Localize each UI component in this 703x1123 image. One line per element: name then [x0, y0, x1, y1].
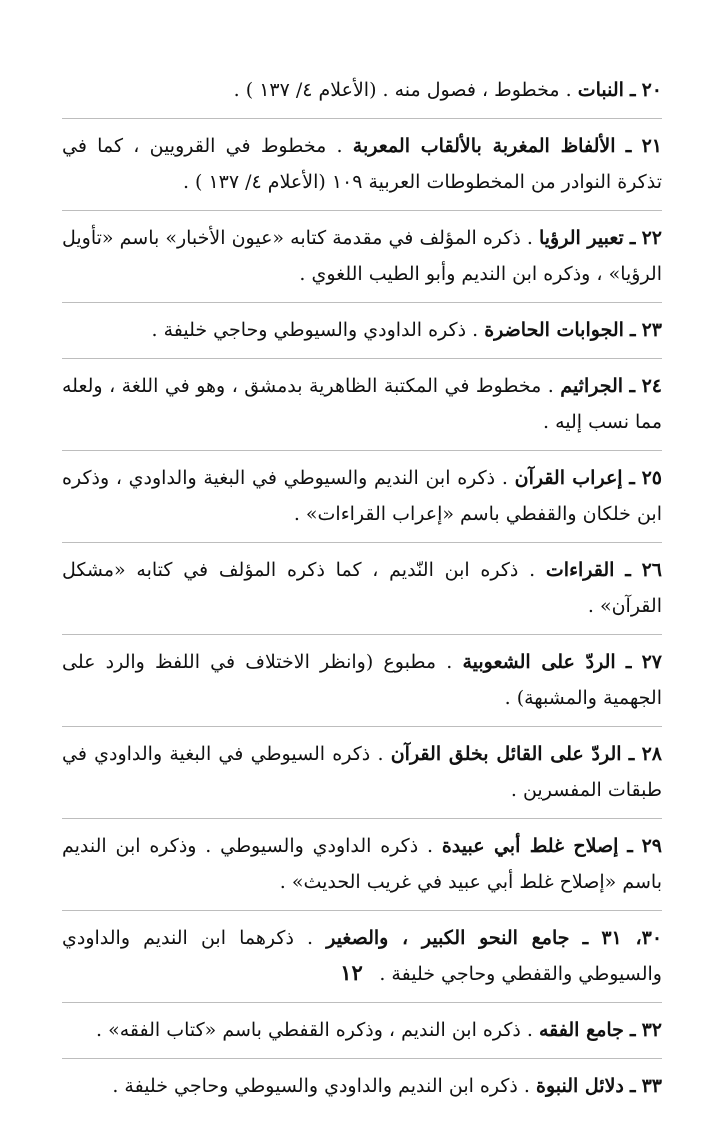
entry-description: . مخطوط في القرويين ، كما في تذكرة النوادر من المخطوطات العربية ١٠٩ (الأعلام ٤/ ١٣٧ ) . — [62, 135, 662, 193]
bibliography-entry — [62, 368, 662, 451]
bibliography-entry — [62, 460, 662, 543]
entry-number: ٢٩ — [641, 835, 663, 857]
entry-number: ٣٠، ٣١ — [601, 927, 663, 949]
entry-title: جامع الفقه — [538, 1019, 624, 1041]
entry-title: جامع النحو الكبير ، والصغير — [326, 927, 570, 949]
bibliography-entry — [62, 828, 662, 911]
entry-description: . ذكره ابن النّديم ، كما ذكره المؤلف في كتابه «مشكل القرآن» . — [62, 559, 662, 617]
entry-number: ٢٣ — [641, 319, 662, 341]
entry-number: ٣٣ — [641, 1075, 662, 1097]
bibliography-entry — [62, 1012, 662, 1059]
entry-separator: ـ — [582, 927, 589, 949]
bibliography-entry — [62, 552, 662, 635]
entry-title: النبات — [577, 79, 624, 101]
entry-separator: ـ — [629, 467, 635, 489]
entry-separator: ـ — [627, 835, 633, 857]
entry-number: ٣٢ — [641, 1019, 662, 1041]
bibliography-entry — [62, 128, 662, 211]
entry-separator: ـ — [629, 319, 636, 341]
bibliography-entry — [62, 220, 662, 303]
entry-description: . ذكره ابن النديم والداودي والسيوطي وحاجي خليفة . — [112, 1075, 530, 1097]
entry-description: . ذكره ابن النديم ، وذكره القفطي باسم «كتاب الفقه» . — [95, 1019, 533, 1041]
page-number: ١٢ — [340, 960, 363, 985]
entry-title: الألفاظ المغربة بالألقاب المعربة — [352, 135, 616, 157]
entry-separator: ـ — [629, 1075, 636, 1097]
entry-title: الجراثيم — [560, 375, 624, 397]
entry-separator: ـ — [625, 651, 632, 673]
entry-separator: ـ — [629, 227, 636, 249]
entry-number: ٢٥ — [641, 467, 662, 489]
bibliography-entry — [62, 644, 662, 727]
entry-title: الردّ على الشعوبية — [462, 651, 616, 673]
entry-title: الردّ على القائل بخلق القرآن — [390, 743, 622, 765]
entry-description: . ذكره الداودي والسيوطي . وذكره ابن النديم باسم «إصلاح غلط أبي عبيد في غريب الحديث» . — [62, 835, 662, 893]
entry-separator: ـ — [629, 1019, 636, 1041]
bibliography-entry — [62, 72, 662, 119]
entry-title: تعبير الرؤيا — [538, 227, 624, 249]
entry-description: . ذكره السيوطي في البغية والداودي في طبقات المفسرين . — [62, 743, 662, 801]
entry-number: ٢٦ — [641, 559, 662, 581]
entry-separator: ـ — [625, 559, 631, 581]
entry-description: . ذكره الداودي والسيوطي وحاجي خليفة . — [151, 319, 479, 341]
entry-description: . مخطوط في المكتبة الظاهرية بدمشق ، وهو في اللغة ، ولعله مما نسب إليه . — [62, 375, 662, 433]
entry-separator: ـ — [629, 375, 636, 397]
bibliography-entry — [62, 736, 662, 819]
entry-separator: ـ — [628, 743, 635, 765]
entry-title: إصلاح غلط أبي عبيدة — [441, 835, 619, 857]
entry-separator: ـ — [625, 135, 632, 157]
entry-number: ٢٢ — [641, 227, 662, 249]
entry-number: ٢٧ — [641, 651, 662, 673]
entry-number: ٢١ — [641, 135, 662, 157]
entry-description: . مطبوع (وانظر الاختلاف في اللفظ والرد على الجهمية والمشبهة) . — [62, 651, 662, 709]
entry-title: إعراب القرآن — [514, 467, 623, 489]
entry-separator: ـ — [629, 79, 636, 101]
entry-description: . ذكرهما ابن النديم والداودي والسيوطي والقفطي وحاجي خليفة . — [62, 927, 662, 985]
bibliography-entry — [62, 312, 662, 359]
entry-description: . ذكره المؤلف في مقدمة كتابه «عيون الأخبار» باسم «تأويل الرؤيا» ، وذكره ابن النديم وأبو الطيب اللغوي . — [62, 227, 662, 285]
entry-title: القراءات — [545, 559, 615, 581]
entry-title: دلائل النبوة — [536, 1075, 624, 1097]
entry-number: ٢٠ — [641, 79, 662, 101]
entry-number: ٢٨ — [641, 743, 662, 765]
entry-description: . ذكره ابن النديم والسيوطي في البغية والداودي ، وذكره ابن خلكان والقفطي باسم «إعراب القراءات» . — [62, 467, 662, 525]
entry-title: الجوابات الحاضرة — [484, 319, 624, 341]
entry-description: . مخطوط ، فصول منه . (الأعلام ٤/ ١٣٧ ) . — [233, 79, 572, 101]
bibliography-entry — [62, 1068, 662, 1114]
entry-number: ٢٤ — [641, 375, 662, 397]
